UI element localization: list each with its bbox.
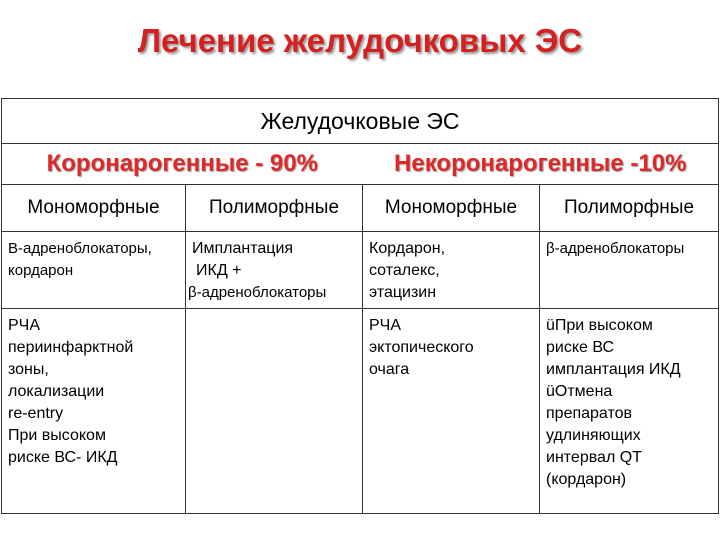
- treatment-table: [1, 98, 719, 514]
- cell-r1-c3: Кордарон, соталекс, этацизин: [363, 232, 540, 309]
- table-header: Желудочковые ЭС: [2, 99, 719, 144]
- cell-r1-c4: β-адреноблокаторы: [540, 232, 719, 309]
- cell-r2-c2: [186, 309, 363, 514]
- subheader-monomorphic-1: Мономорфные: [2, 185, 186, 232]
- cell-r2-c4: üПри высоком риске ВС имплантация ИКД üОтмена препаратов удлиняющих интервал QT (кордарон): [540, 309, 719, 514]
- group-noncoronarogenic: Некоронарогенные -10%: [363, 144, 719, 185]
- cell-r1-c1: В-адреноблокаторы, кордарон: [2, 232, 186, 309]
- subheader-polymorphic-2: Полиморфные: [540, 185, 719, 232]
- group-coronarogenic: Коронарогенные - 90%: [2, 144, 363, 185]
- subheader-polymorphic-1: Полиморфные: [186, 185, 363, 232]
- page-title: Лечение желудочковых ЭС: [137, 22, 583, 59]
- cell-r2-c3: РЧА эктопического очага: [363, 309, 540, 514]
- cell-r1-c2: Имплантация ИКД + β-адреноблокаторы: [186, 232, 363, 309]
- subheader-monomorphic-2: Мономорфные: [363, 185, 540, 232]
- cell-r2-c1: РЧА периинфарктной зоны, локализации re-entry При высоком риске ВС- ИКД: [2, 309, 186, 514]
